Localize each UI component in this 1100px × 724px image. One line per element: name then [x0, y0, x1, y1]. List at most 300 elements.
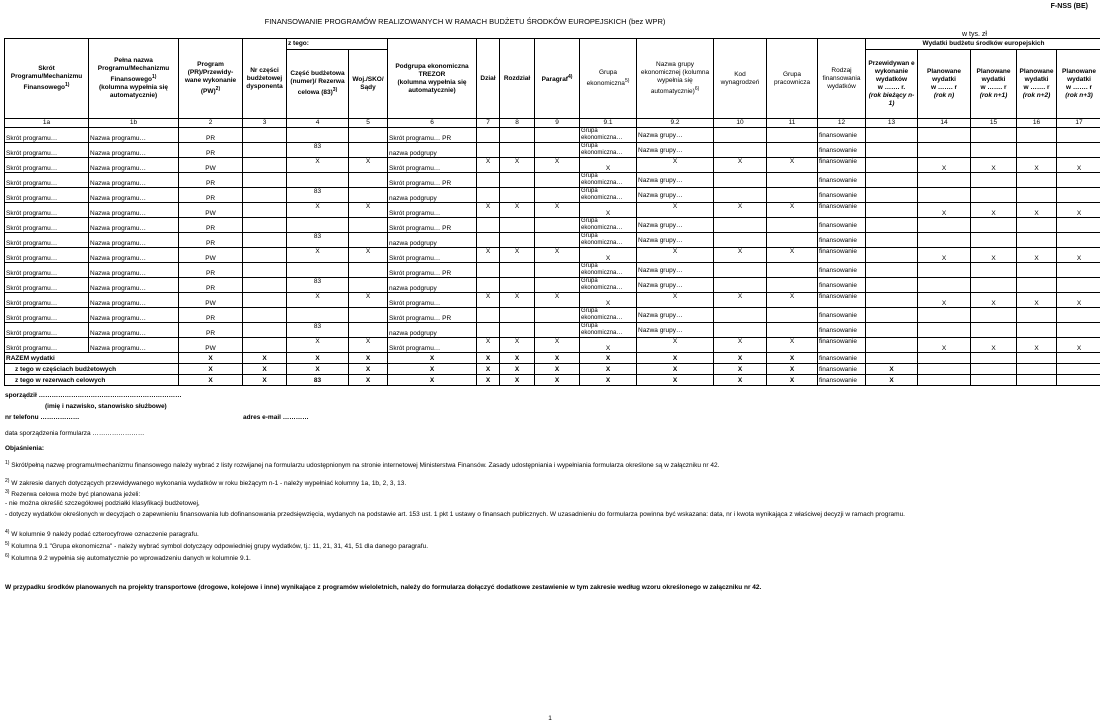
- table-cell: Skrót programu…: [5, 218, 89, 233]
- empty-cell: [1057, 364, 1100, 375]
- empty-cell: [971, 364, 1017, 375]
- empty-cell: [866, 158, 918, 173]
- table-cell: Grupa ekonomiczna…: [580, 143, 637, 158]
- summary-cell: X: [866, 375, 918, 386]
- empty-cell: [918, 233, 971, 248]
- table-cell: X: [918, 248, 971, 263]
- table-cell: Skrót programu… PR: [388, 128, 477, 143]
- column-number: 2: [179, 119, 243, 128]
- column-number: 17: [1057, 119, 1100, 128]
- empty-cell: [866, 293, 918, 308]
- col-4-header: Część budżetowa (numer)/ Rezerwa celowa $(83)^{3)}$: [287, 50, 349, 119]
- summary-cell: X: [767, 375, 818, 386]
- table-cell: X: [580, 158, 637, 173]
- table-cell: X: [349, 293, 388, 308]
- empty-cell: [477, 308, 500, 323]
- empty-cell: [971, 308, 1017, 323]
- empty-cell: [287, 173, 349, 188]
- table-cell: Grupa ekonomiczna…: [580, 218, 637, 233]
- col-7-header: Dział: [477, 39, 500, 119]
- table-cell: finansowanie: [818, 173, 866, 188]
- column-number: 11: [767, 119, 818, 128]
- summary-cell: X: [580, 375, 637, 386]
- empty-cell: [767, 323, 818, 338]
- table-cell: Nazwa grupy…: [637, 173, 714, 188]
- empty-cell: [500, 278, 535, 293]
- empty-cell: [866, 128, 918, 143]
- table-cell: Nazwa grupy…: [637, 143, 714, 158]
- empty-cell: [349, 188, 388, 203]
- empty-cell: [535, 323, 580, 338]
- summary-cell: X: [637, 375, 714, 386]
- col-9-header: Paragraf$^{4)}$: [535, 39, 580, 119]
- summary-cell: X: [767, 364, 818, 375]
- empty-cell: [477, 143, 500, 158]
- col-16-header: Planowane wydatki w ……. r (rok n+2): [1017, 50, 1057, 119]
- empty-cell: [767, 218, 818, 233]
- table-cell: 83: [287, 143, 349, 158]
- table-cell: X: [1057, 338, 1100, 353]
- forecast-row: [5, 293, 1100, 308]
- table-cell: Skrót programu…: [388, 248, 477, 263]
- col-12-header: Rodzaj finansowania wydatków: [818, 39, 866, 119]
- table-cell: X: [1017, 203, 1057, 218]
- empty-cell: [535, 233, 580, 248]
- empty-cell: [971, 278, 1017, 293]
- table-cell: X: [714, 203, 767, 218]
- table-cell: X: [767, 158, 818, 173]
- empty-cell: [918, 188, 971, 203]
- empty-cell: [714, 278, 767, 293]
- summary-cell: finansowanie: [818, 364, 866, 375]
- transport-note: W przypadku środków planowanych na projekty transportowe (drogowe, kolejowe i inne) wynikające z programów wieloletnich, należy do formularza dołączyć dodatkowe zestawienie w tym zakresie według wzoru określonego w załączniku nr 42.: [5, 584, 762, 591]
- empty-cell: [1057, 375, 1100, 386]
- col-5-header: Woj./SKO/ Sądy: [349, 50, 388, 119]
- empty-cell: [535, 173, 580, 188]
- table-cell: X: [637, 338, 714, 353]
- column-number: 15: [971, 119, 1017, 128]
- table-cell: Nazwa programu…: [89, 308, 179, 323]
- empty-cell: [714, 233, 767, 248]
- table-cell: finansowanie: [818, 263, 866, 278]
- col-2-header: Program (PR)/Przewidy-wane wykonanie (PW)$^{2)}$: [179, 39, 243, 119]
- table-cell: PR: [179, 308, 243, 323]
- form-code: F-NSS (BE): [1050, 3, 1088, 10]
- table-cell: X: [349, 203, 388, 218]
- table-cell: X: [714, 293, 767, 308]
- empty-cell: [349, 218, 388, 233]
- summary-cell: X: [714, 353, 767, 364]
- col-11-header: Grupa pracownicza: [767, 39, 818, 119]
- table-cell: finansowanie: [818, 203, 866, 218]
- empty-cell: [243, 218, 287, 233]
- table-cell: X: [500, 203, 535, 218]
- table-cell: Nazwa grupy…: [637, 218, 714, 233]
- empty-cell: [349, 233, 388, 248]
- empty-cell: [767, 233, 818, 248]
- email-field: adres e-mail …………: [243, 414, 309, 421]
- empty-cell: [1057, 143, 1100, 158]
- table-cell: X: [971, 203, 1017, 218]
- empty-cell: [1057, 218, 1100, 233]
- table-cell: X: [637, 203, 714, 218]
- forecast-row: [5, 248, 1100, 263]
- summary-row: [5, 353, 1100, 364]
- col-8-header: Rozdział: [500, 39, 535, 119]
- reserve-row: [5, 143, 1100, 158]
- table-cell: Nazwa programu…: [89, 128, 179, 143]
- col-1b-header: Pełna nazwa Programu/Mechanizmu Finansowego$^{1)}$ (kolumna wypełnia się automatycznie): [89, 39, 179, 119]
- table-cell: finansowanie: [818, 143, 866, 158]
- table-cell: PW: [179, 338, 243, 353]
- col-17-header: Planowane wydatki w ……. r (rok n+3): [1057, 50, 1100, 119]
- reserve-row: [5, 233, 1100, 248]
- summary-cell: X: [388, 353, 477, 364]
- empty-cell: [767, 128, 818, 143]
- table-cell: X: [714, 338, 767, 353]
- table-cell: Skrót programu…: [5, 278, 89, 293]
- empty-cell: [918, 263, 971, 278]
- document-title: FINANSOWANIE PROGRAMÓW REALIZOWANYCH W RAMACH BUDŻETU ŚRODKÓW EUROPEJSKICH (bez WPR): [264, 17, 666, 26]
- table-cell: X: [500, 158, 535, 173]
- empty-cell: [767, 308, 818, 323]
- table-cell: Nazwa programu…: [89, 338, 179, 353]
- table-cell: X: [477, 338, 500, 353]
- table-cell: PR: [179, 233, 243, 248]
- table-cell: Skrót programu…: [5, 248, 89, 263]
- summary-cell: X: [243, 364, 287, 375]
- table-cell: Grupa ekonomiczna…: [580, 323, 637, 338]
- reserve-row: [5, 188, 1100, 203]
- table-cell: Nazwa programu…: [89, 218, 179, 233]
- forecast-row: [5, 203, 1100, 218]
- empty-cell: [918, 128, 971, 143]
- col-92-header: Nazwa grupy ekonomicznej (kolumna wypełnia się automatycznie)$^{6)}$: [637, 39, 714, 119]
- forecast-row: [5, 338, 1100, 353]
- table-cell: X: [1057, 158, 1100, 173]
- empty-cell: [714, 218, 767, 233]
- empty-cell: [500, 233, 535, 248]
- empty-cell: [535, 143, 580, 158]
- table-cell: Nazwa grupy…: [637, 278, 714, 293]
- summary-row: [5, 364, 1100, 375]
- summary-cell: X: [580, 353, 637, 364]
- empty-cell: [918, 308, 971, 323]
- empty-cell: [243, 278, 287, 293]
- table-cell: Grupa ekonomiczna…: [580, 128, 637, 143]
- table-cell: PR: [179, 218, 243, 233]
- group-z-tego: z tego:: [287, 39, 388, 50]
- empty-cell: [918, 143, 971, 158]
- empty-cell: [1057, 233, 1100, 248]
- table-cell: X: [580, 203, 637, 218]
- summary-cell: X: [349, 375, 388, 386]
- table-cell: finansowanie: [818, 188, 866, 203]
- column-number: 4: [287, 119, 349, 128]
- empty-cell: [1057, 128, 1100, 143]
- table-cell: Nazwa programu…: [89, 278, 179, 293]
- empty-cell: [349, 128, 388, 143]
- table-cell: nazwa podgrupy: [388, 278, 477, 293]
- table-cell: Skrót programu… PR: [388, 308, 477, 323]
- empty-cell: [500, 263, 535, 278]
- empty-cell: [535, 218, 580, 233]
- empty-cell: [866, 308, 918, 323]
- table-cell: finansowanie: [818, 128, 866, 143]
- table-cell: Skrót programu…: [5, 233, 89, 248]
- empty-cell: [1017, 143, 1057, 158]
- empty-cell: [500, 218, 535, 233]
- table-cell: X: [287, 203, 349, 218]
- table-cell: PW: [179, 248, 243, 263]
- program-row: [5, 263, 1100, 278]
- table-cell: X: [1057, 203, 1100, 218]
- column-number: 7: [477, 119, 500, 128]
- empty-cell: [535, 188, 580, 203]
- table-cell: Nazwa programu…: [89, 233, 179, 248]
- summary-cell: X: [477, 364, 500, 375]
- table-cell: 83: [287, 188, 349, 203]
- empty-cell: [243, 158, 287, 173]
- table-cell: finansowanie: [818, 278, 866, 293]
- empty-cell: [243, 248, 287, 263]
- finance-table: [4, 38, 1100, 386]
- table-cell: Skrót programu… PR: [388, 263, 477, 278]
- empty-cell: [971, 128, 1017, 143]
- empty-cell: [866, 143, 918, 158]
- table-cell: 83: [287, 278, 349, 293]
- empty-cell: [918, 278, 971, 293]
- table-cell: Skrót programu…: [5, 158, 89, 173]
- table-cell: Grupa ekonomiczna…: [580, 233, 637, 248]
- empty-cell: [477, 188, 500, 203]
- table-cell: nazwa podgrupy: [388, 323, 477, 338]
- column-number-row: [5, 119, 1100, 128]
- summary-cell: X: [535, 353, 580, 364]
- col-1a-header: Skrót Programu/Mechanizmu Finansowego$^{1)}$: [5, 39, 89, 119]
- table-cell: X: [349, 248, 388, 263]
- empty-cell: [287, 308, 349, 323]
- summary-cell: X: [500, 353, 535, 364]
- summary-cell: X: [287, 353, 349, 364]
- empty-cell: [1017, 375, 1057, 386]
- empty-cell: [1017, 308, 1057, 323]
- summary-cell: X: [477, 375, 500, 386]
- empty-cell: [477, 263, 500, 278]
- program-row: [5, 173, 1100, 188]
- table-cell: Nazwa programu…: [89, 323, 179, 338]
- empty-cell: [866, 188, 918, 203]
- program-row: [5, 218, 1100, 233]
- empty-cell: [1017, 233, 1057, 248]
- summary-cell: X: [179, 364, 243, 375]
- empty-cell: [971, 188, 1017, 203]
- table-cell: X: [714, 248, 767, 263]
- forecast-row: [5, 158, 1100, 173]
- table-cell: Skrót programu…: [5, 173, 89, 188]
- empty-cell: [971, 375, 1017, 386]
- empty-cell: [500, 188, 535, 203]
- empty-cell: [866, 173, 918, 188]
- prepared-by-caption: (imię i nazwisko, stanowisko służbowe): [45, 403, 167, 410]
- table-cell: X: [580, 293, 637, 308]
- table-cell: Nazwa grupy…: [637, 128, 714, 143]
- table-cell: X: [535, 293, 580, 308]
- empty-cell: [918, 323, 971, 338]
- table-cell: Skrót programu…: [5, 188, 89, 203]
- empty-cell: [243, 203, 287, 218]
- note-5: $^{5)}$ Kolumna 9.1 "Grupa ekonomiczna" - należy wybrać symbol dotyczący odpowiedniej grupy wydatków, tj.: 11, 21, 31, 41, 51 dla danego paragrafu.: [5, 541, 429, 551]
- table-cell: X: [637, 158, 714, 173]
- empty-cell: [1057, 278, 1100, 293]
- empty-cell: [1017, 128, 1057, 143]
- empty-cell: [477, 233, 500, 248]
- table-cell: Nazwa programu…: [89, 263, 179, 278]
- table-cell: Nazwa grupy…: [637, 323, 714, 338]
- column-number: 1b: [89, 119, 179, 128]
- empty-cell: [287, 218, 349, 233]
- table-cell: PR: [179, 188, 243, 203]
- column-number: 6: [388, 119, 477, 128]
- reserve-row: [5, 278, 1100, 293]
- empty-cell: [500, 143, 535, 158]
- summary-cell: X: [535, 364, 580, 375]
- empty-cell: [918, 364, 971, 375]
- table-cell: finansowanie: [818, 233, 866, 248]
- table-cell: X: [971, 338, 1017, 353]
- table-cell: Skrót programu…: [388, 203, 477, 218]
- table-cell: Skrót programu…: [388, 293, 477, 308]
- table-cell: Nazwa programu…: [89, 158, 179, 173]
- table-cell: Nazwa programu…: [89, 188, 179, 203]
- summary-cell: X: [349, 353, 388, 364]
- empty-cell: [1057, 323, 1100, 338]
- empty-cell: [971, 263, 1017, 278]
- table-cell: Nazwa programu…: [89, 143, 179, 158]
- empty-cell: [866, 233, 918, 248]
- summary-cell: X: [349, 364, 388, 375]
- empty-cell: [1017, 323, 1057, 338]
- program-row: [5, 308, 1100, 323]
- table-cell: 83: [287, 323, 349, 338]
- table-cell: X: [477, 248, 500, 263]
- table-cell: X: [918, 338, 971, 353]
- table-cell: Skrót programu…: [5, 293, 89, 308]
- summary-cell: X: [714, 364, 767, 375]
- table-cell: 83: [287, 233, 349, 248]
- table-cell: Grupa ekonomiczna…: [580, 278, 637, 293]
- column-number: 1a: [5, 119, 89, 128]
- empty-cell: [714, 323, 767, 338]
- empty-cell: [767, 263, 818, 278]
- table-cell: Nazwa programu…: [89, 203, 179, 218]
- summary-cell: finansowanie: [818, 353, 866, 364]
- table-cell: X: [971, 248, 1017, 263]
- empty-cell: [535, 263, 580, 278]
- empty-cell: [866, 353, 918, 364]
- empty-cell: [243, 323, 287, 338]
- empty-cell: [349, 308, 388, 323]
- empty-cell: [349, 278, 388, 293]
- table-cell: X: [287, 248, 349, 263]
- empty-cell: [971, 323, 1017, 338]
- table-cell: PW: [179, 203, 243, 218]
- empty-cell: [1017, 353, 1057, 364]
- table-cell: X: [918, 203, 971, 218]
- table-cell: PR: [179, 263, 243, 278]
- table-cell: X: [535, 338, 580, 353]
- table-cell: X: [535, 203, 580, 218]
- table-cell: Nazwa grupy…: [637, 233, 714, 248]
- empty-cell: [918, 173, 971, 188]
- empty-cell: [714, 128, 767, 143]
- table-cell: Skrót programu…: [5, 263, 89, 278]
- table-cell: X: [1017, 338, 1057, 353]
- empty-cell: [287, 128, 349, 143]
- summary-cell: X: [179, 375, 243, 386]
- empty-cell: [477, 218, 500, 233]
- summary-cell: 83: [287, 375, 349, 386]
- summary-cell: X: [767, 353, 818, 364]
- table-cell: X: [1057, 248, 1100, 263]
- header-group-row: [5, 39, 1100, 50]
- empty-cell: [714, 143, 767, 158]
- table-cell: X: [918, 158, 971, 173]
- empty-cell: [349, 173, 388, 188]
- table-cell: X: [767, 293, 818, 308]
- note-3: $^{3)}$ Rezerwa celowa może być planowana jeżeli:: [5, 489, 141, 499]
- summary-cell: X: [243, 353, 287, 364]
- empty-cell: [971, 353, 1017, 364]
- summary-cell: X: [500, 364, 535, 375]
- empty-cell: [971, 218, 1017, 233]
- empty-cell: [243, 128, 287, 143]
- summary-label: z tego w rezerwach celowych: [5, 375, 179, 386]
- table-cell: Skrót programu…: [388, 158, 477, 173]
- summary-label: RAZEM wydatki: [5, 353, 179, 364]
- empty-cell: [866, 263, 918, 278]
- table-cell: X: [1057, 293, 1100, 308]
- column-number: 14: [918, 119, 971, 128]
- summary-cell: X: [477, 353, 500, 364]
- table-cell: Skrót programu… PR: [388, 218, 477, 233]
- table-cell: X: [500, 338, 535, 353]
- table-cell: Nazwa grupy…: [637, 263, 714, 278]
- empty-cell: [500, 128, 535, 143]
- empty-cell: [477, 323, 500, 338]
- explanations-heading: Objaśnienia:: [5, 445, 45, 452]
- summary-cell: X: [179, 353, 243, 364]
- empty-cell: [1017, 263, 1057, 278]
- program-row: [5, 128, 1100, 143]
- empty-cell: [1017, 364, 1057, 375]
- empty-cell: [714, 173, 767, 188]
- empty-cell: [1017, 173, 1057, 188]
- empty-cell: [500, 308, 535, 323]
- table-cell: X: [580, 248, 637, 263]
- table-cell: X: [535, 248, 580, 263]
- column-number: 9: [535, 119, 580, 128]
- summary-cell: finansowanie: [818, 375, 866, 386]
- empty-cell: [767, 143, 818, 158]
- empty-cell: [535, 278, 580, 293]
- table-cell: X: [500, 248, 535, 263]
- empty-cell: [477, 173, 500, 188]
- empty-cell: [1017, 218, 1057, 233]
- table-cell: X: [918, 293, 971, 308]
- table-cell: X: [580, 338, 637, 353]
- col-3-header: Nr części budżetowej dysponenta: [243, 39, 287, 119]
